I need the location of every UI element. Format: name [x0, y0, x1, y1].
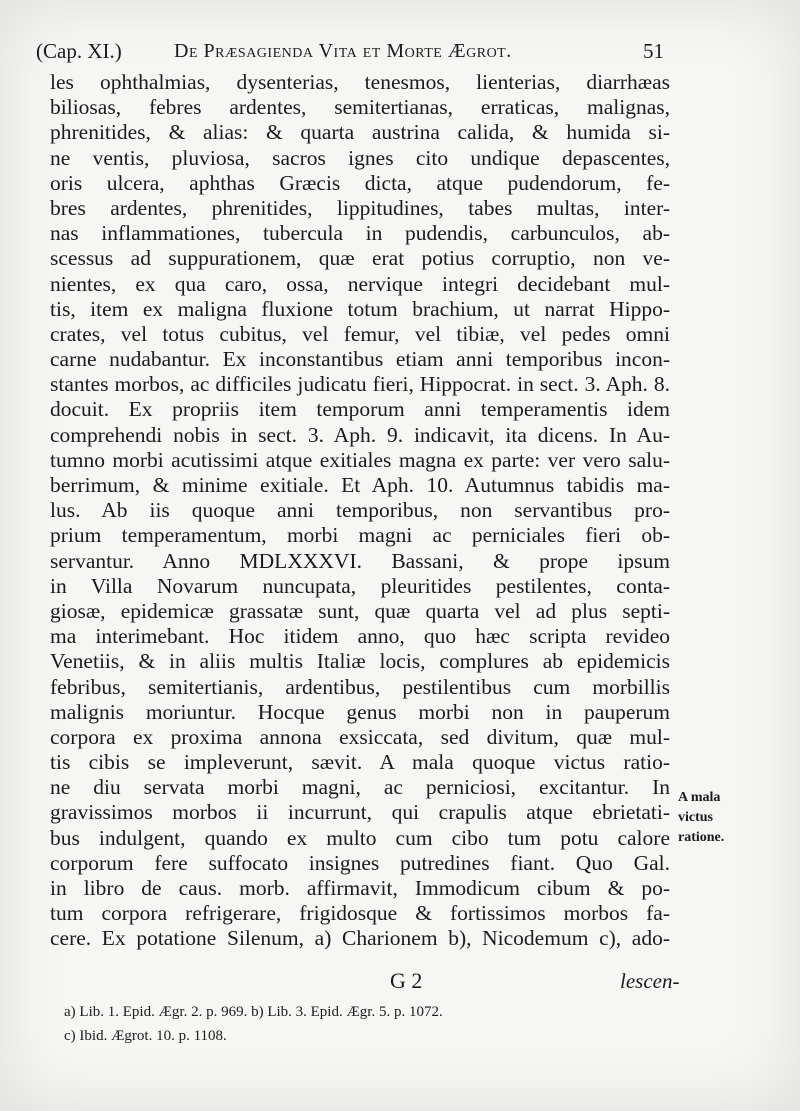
- text-line-content: tis cibis se impleverunt, sævit. A mala quoque victus ratio-: [50, 750, 670, 775]
- signature-mark: G 2: [390, 968, 423, 993]
- text-line: [50, 196, 670, 221]
- text-line: [50, 549, 670, 574]
- text-line: [50, 926, 670, 951]
- text-line: [50, 851, 670, 876]
- chapter-label: (Cap. XI.): [36, 39, 122, 63]
- text-line: [50, 901, 670, 926]
- running-title: De Præsagienda Vita et Morte Ægrot.: [174, 40, 512, 62]
- margin-note-line: victus: [678, 810, 713, 825]
- text-line: [50, 675, 670, 700]
- margin-note: [678, 788, 788, 848]
- text-line: [50, 775, 670, 800]
- text-line-content: les ophthalmias, dysenterias, tenesmos, lienterias, diarrhæas: [50, 70, 670, 94]
- text-line: [50, 347, 670, 372]
- text-line: [50, 624, 670, 649]
- text-line: [50, 498, 670, 523]
- text-line-content: phrenitides, & alias: & quarta austrina calida, & humida si-: [50, 120, 670, 145]
- text-line-content: nientes, ex qua caro, ossa, nervique integri decidebant mul-: [50, 271, 670, 296]
- text-line: [50, 876, 670, 901]
- text-line-content: Venetiis, & in aliis multis Italiæ locis, complures ab epidemicis: [50, 649, 670, 674]
- text-line-content: corporum fere suffocato insignes putredines fiant. Quo Gal.: [50, 850, 670, 875]
- text-line: [50, 297, 670, 322]
- text-line: [50, 171, 670, 196]
- text-line-content: lus. Ab iis quoque anni temporibus, non servantibus pro-: [50, 498, 670, 523]
- text-line-content: tumno morbi acutissimi atque exitiales magna ex parte: ver vero salu-: [50, 447, 670, 472]
- text-line-content: oris ulcera, aphthas Græcis dicta, atque pudendorum, fe-: [50, 170, 670, 195]
- text-line-content: ma interimebant. Hoc itidem anno, quo hæc scripta revideo: [50, 624, 670, 649]
- text-line-content: prium temperamentum, morbi magni ac perniciales fieri ob-: [50, 523, 670, 548]
- margin-note-line: A mala: [678, 790, 721, 805]
- text-line-content: giosæ, epidemicæ grassatæ sunt, quæ quarta vel ad plus septi-: [50, 598, 670, 623]
- catchword: lescen-: [620, 969, 680, 993]
- footnote: a) Lib. 1. Epid. Ægr. 2. p. 969. b) Lib. 3. Epid. Ægr. 5. p. 1072.: [64, 1004, 443, 1020]
- text-line: [50, 120, 670, 145]
- text-line-content: ne diu servata morbi magni, ac perniciosi, excitantur. In: [50, 775, 670, 800]
- page-number: 51: [643, 39, 664, 63]
- text-line: [50, 397, 670, 422]
- text-line: [50, 448, 670, 473]
- text-line-content: bres ardentes, phrenitides, lippitudines, tabes multas, inter-: [50, 195, 670, 220]
- text-line-content: gravissimos morbos ii incurrunt, qui crapulis atque ebrietati-: [50, 800, 670, 825]
- text-line-content: in Villa Novarum nuncupata, pleuritides pestilentes, conta-: [50, 573, 670, 598]
- text-line: [50, 70, 670, 95]
- text-line-content: servantur. Anno MDLXXXVI. Bassani, & prope ipsum: [50, 548, 670, 573]
- text-line: [50, 800, 670, 825]
- text-line-content: biliosas, febres ardentes, semitertianas, erraticas, malignas,: [50, 95, 670, 120]
- text-line-content: in libro de caus. morb. affirmavit, Immodicum cibum & po-: [50, 876, 670, 900]
- text-line-content: stantes morbos, ac difficiles judicatu fieri, Hippocrat. in sect. 3. Aph. 8.: [50, 372, 670, 397]
- text-line-content: cere. Ex potatione Silenum, a) Charionem b), Nicodemum c), ado-: [50, 926, 670, 951]
- text-line: [50, 649, 670, 674]
- text-line-content: corpora ex proxima annona exsiccata, sed divitum, quæ mul-: [50, 724, 670, 749]
- text-line-content: berrimum, & minime exitiale. Et Aph. 10. Autumnus tabidis ma-: [50, 473, 670, 497]
- text-line: [50, 146, 670, 171]
- text-line: [50, 599, 670, 624]
- text-line-content: crates, vel totus cubitus, vel femur, vel tibiæ, vel pedes omni: [50, 321, 670, 346]
- running-header: [36, 34, 664, 68]
- text-line: [50, 272, 670, 297]
- text-line-content: malignis moriuntur. Hocque genus morbi non in pauperum: [50, 699, 670, 724]
- text-line-content: comprehendi nobis in sect. 3. Aph. 9. indicavit, ita dicens. In Au-: [50, 422, 670, 447]
- text-line: [50, 523, 670, 548]
- text-line: [50, 473, 670, 498]
- text-line-content: tum corpora refrigerare, frigidosque & fortissimos morbos fa-: [50, 901, 670, 926]
- main-text: [50, 70, 670, 990]
- text-line: [50, 725, 670, 750]
- text-line: [50, 372, 670, 397]
- text-line-content: febribus, semitertianis, ardentibus, pestilentibus cum morbillis: [50, 674, 670, 699]
- text-line: [50, 423, 670, 448]
- text-line: [50, 246, 670, 271]
- text-line-content: scessus ad suppurationem, quæ erat potius corruptio, non ve-: [50, 246, 670, 271]
- text-line: [50, 700, 670, 725]
- footnote: c) Ibid. Ægrot. 10. p. 1108.: [64, 1028, 227, 1044]
- text-line: [50, 574, 670, 599]
- text-line: [50, 826, 670, 851]
- text-line-content: ne ventis, pluviosa, sacros ignes cito undique depascentes,: [50, 145, 670, 170]
- text-line: [50, 95, 670, 120]
- text-line-content: tis, item ex maligna fluxione totum brachium, ut narrat Hippo-: [50, 296, 670, 321]
- text-line-content: bus indulgent, quando ex multo cum cibo tum potu calore: [50, 825, 670, 850]
- text-line: [50, 221, 670, 246]
- footnotes: [64, 1000, 674, 1048]
- text-line-content: carne nudabantur. Ex inconstantibus etiam anni temporibus incon-: [50, 347, 670, 372]
- text-line-content: nas inflammationes, tubercula in pudendis, carbunculos, ab-: [50, 221, 670, 246]
- text-line: [50, 322, 670, 347]
- text-line: [50, 750, 670, 775]
- text-line-content: docuit. Ex propriis item temporum anni temperamentis idem: [50, 397, 670, 422]
- margin-note-line: ratione.: [678, 830, 725, 845]
